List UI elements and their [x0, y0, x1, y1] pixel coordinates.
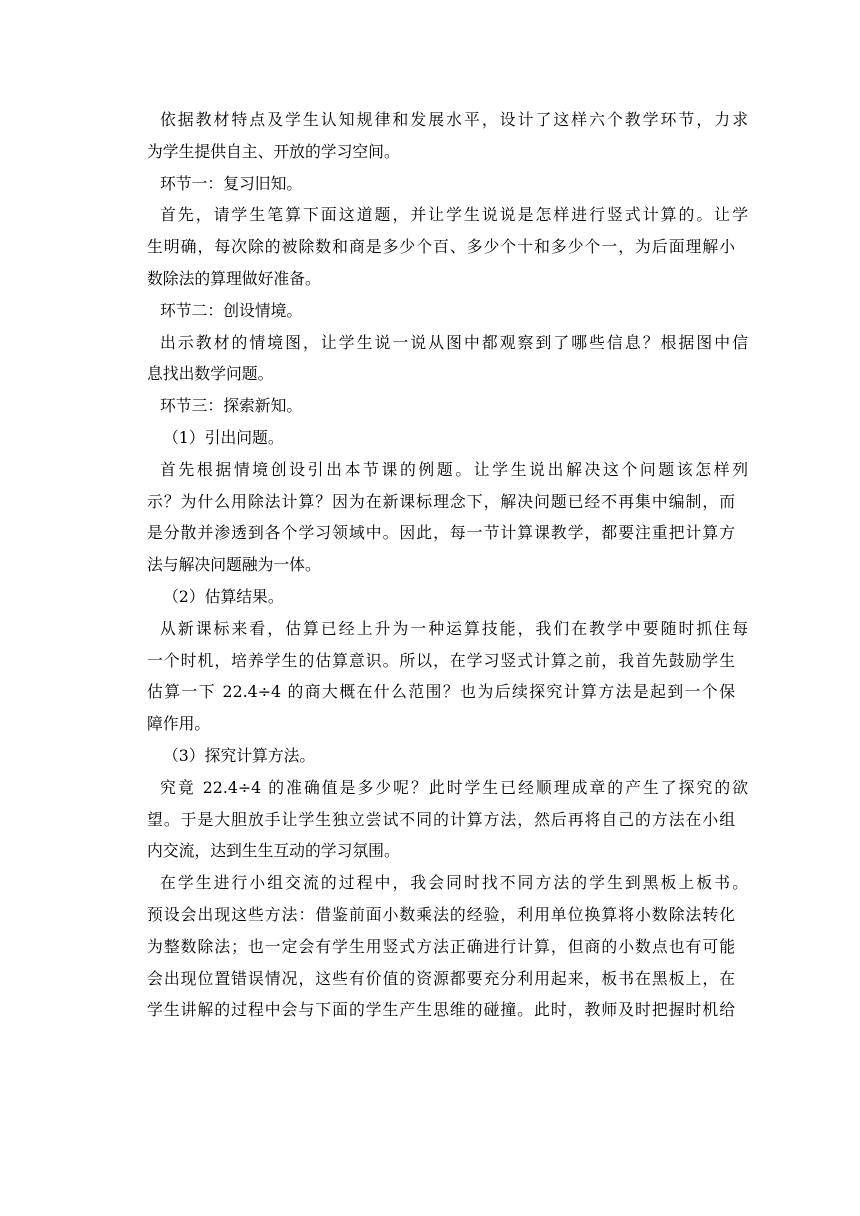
paragraph-line: 预设会出现这些方法：借鉴前面小数乘法的经验，利用单位换算将小数除法转化 — [147, 904, 735, 924]
subsection-heading: （2）估算结果。 — [163, 586, 284, 606]
paragraph-line: 望。于是大胆放手让学生独立尝试不同的计算方法，然后再将自己的方法在小组 — [147, 809, 735, 829]
paragraph-line: 究竟 22.4÷4 的准确值是多少呢？此时学生已经顺理成章的产生了探究的欲 — [160, 777, 748, 797]
paragraph-line: 依据教材特点及学生认知规律和发展水平，设计了这样六个教学环节，力求 — [160, 110, 748, 129]
paragraph-line: 会出现位置错误情况，这些有价值的资源都要充分利用起来，板书在黑板上，在 — [147, 968, 735, 988]
paragraph-line: 内交流，达到生生互动的学习氛围。 — [147, 841, 400, 861]
subsection-heading: （3）探究计算方法。 — [163, 745, 316, 765]
paragraph-line: 生明确，每次除的被除数和商是多少个百、多少个十和多少个一，为后面理解小 — [147, 237, 735, 257]
paragraph-line: 息找出数学问题。 — [147, 364, 274, 384]
paragraph-line: 法与解决问题融为一体。 — [147, 555, 321, 575]
section-heading: 环节一：复习旧知。 — [160, 173, 303, 193]
paragraph-line: 数除法的算理做好准备。 — [147, 268, 321, 288]
paragraph-line: 估算一下 22.4÷4 的商大概在什么范围？也为后续探究计算方法是起到一个保 — [147, 682, 735, 702]
section-heading: 环节二：创设情境。 — [160, 300, 303, 320]
paragraph-line: 障作用。 — [147, 714, 211, 734]
paragraph-line: 学生讲解的过程中会与下面的学生产生思维的碰撞。此时，教师及时把握时机给 — [147, 1000, 735, 1020]
paragraph-line: 从新课标来看，估算已经上升为一种运算技能，我们在教学中要随时抓住每 — [160, 618, 748, 638]
subsection-heading: （1）引出问题。 — [163, 427, 284, 447]
section-heading: 环节三：探索新知。 — [160, 396, 303, 416]
document-body — [147, 104, 747, 1026]
paragraph-line: 一个时机，培养学生的估算意识。所以，在学习竖式计算之前，我首先鼓励学生 — [147, 650, 735, 670]
paragraph-line: 首先根据情境创设引出本节课的例题。让学生说出解决这个问题该怎样列 — [160, 459, 748, 479]
paragraph-line: 首先，请学生笔算下面这道题，并让学生说说是怎样进行竖式计算的。让学 — [160, 205, 748, 225]
paragraph-line: 在学生进行小组交流的过程中，我会同时找不同方法的学生到黑板上板书。 — [160, 873, 748, 893]
paragraph-line: 示？为什么用除法计算？因为在新课标理念下，解决问题已经不再集中编制，而 — [147, 491, 735, 511]
paragraph-line: 为整数除法；也一定会有学生用竖式方法正确进行计算，但商的小数点也有可能 — [147, 936, 735, 956]
paragraph-line: 为学生提供自主、开放的学习空间。 — [147, 141, 400, 161]
paragraph-line: 是分散并渗透到各个学习领域中。因此，每一节计算课教学，都要注重把计算方 — [147, 523, 735, 543]
paragraph-line: 出示教材的情境图，让学生说一说从图中都观察到了哪些信息？根据图中信 — [160, 332, 748, 352]
